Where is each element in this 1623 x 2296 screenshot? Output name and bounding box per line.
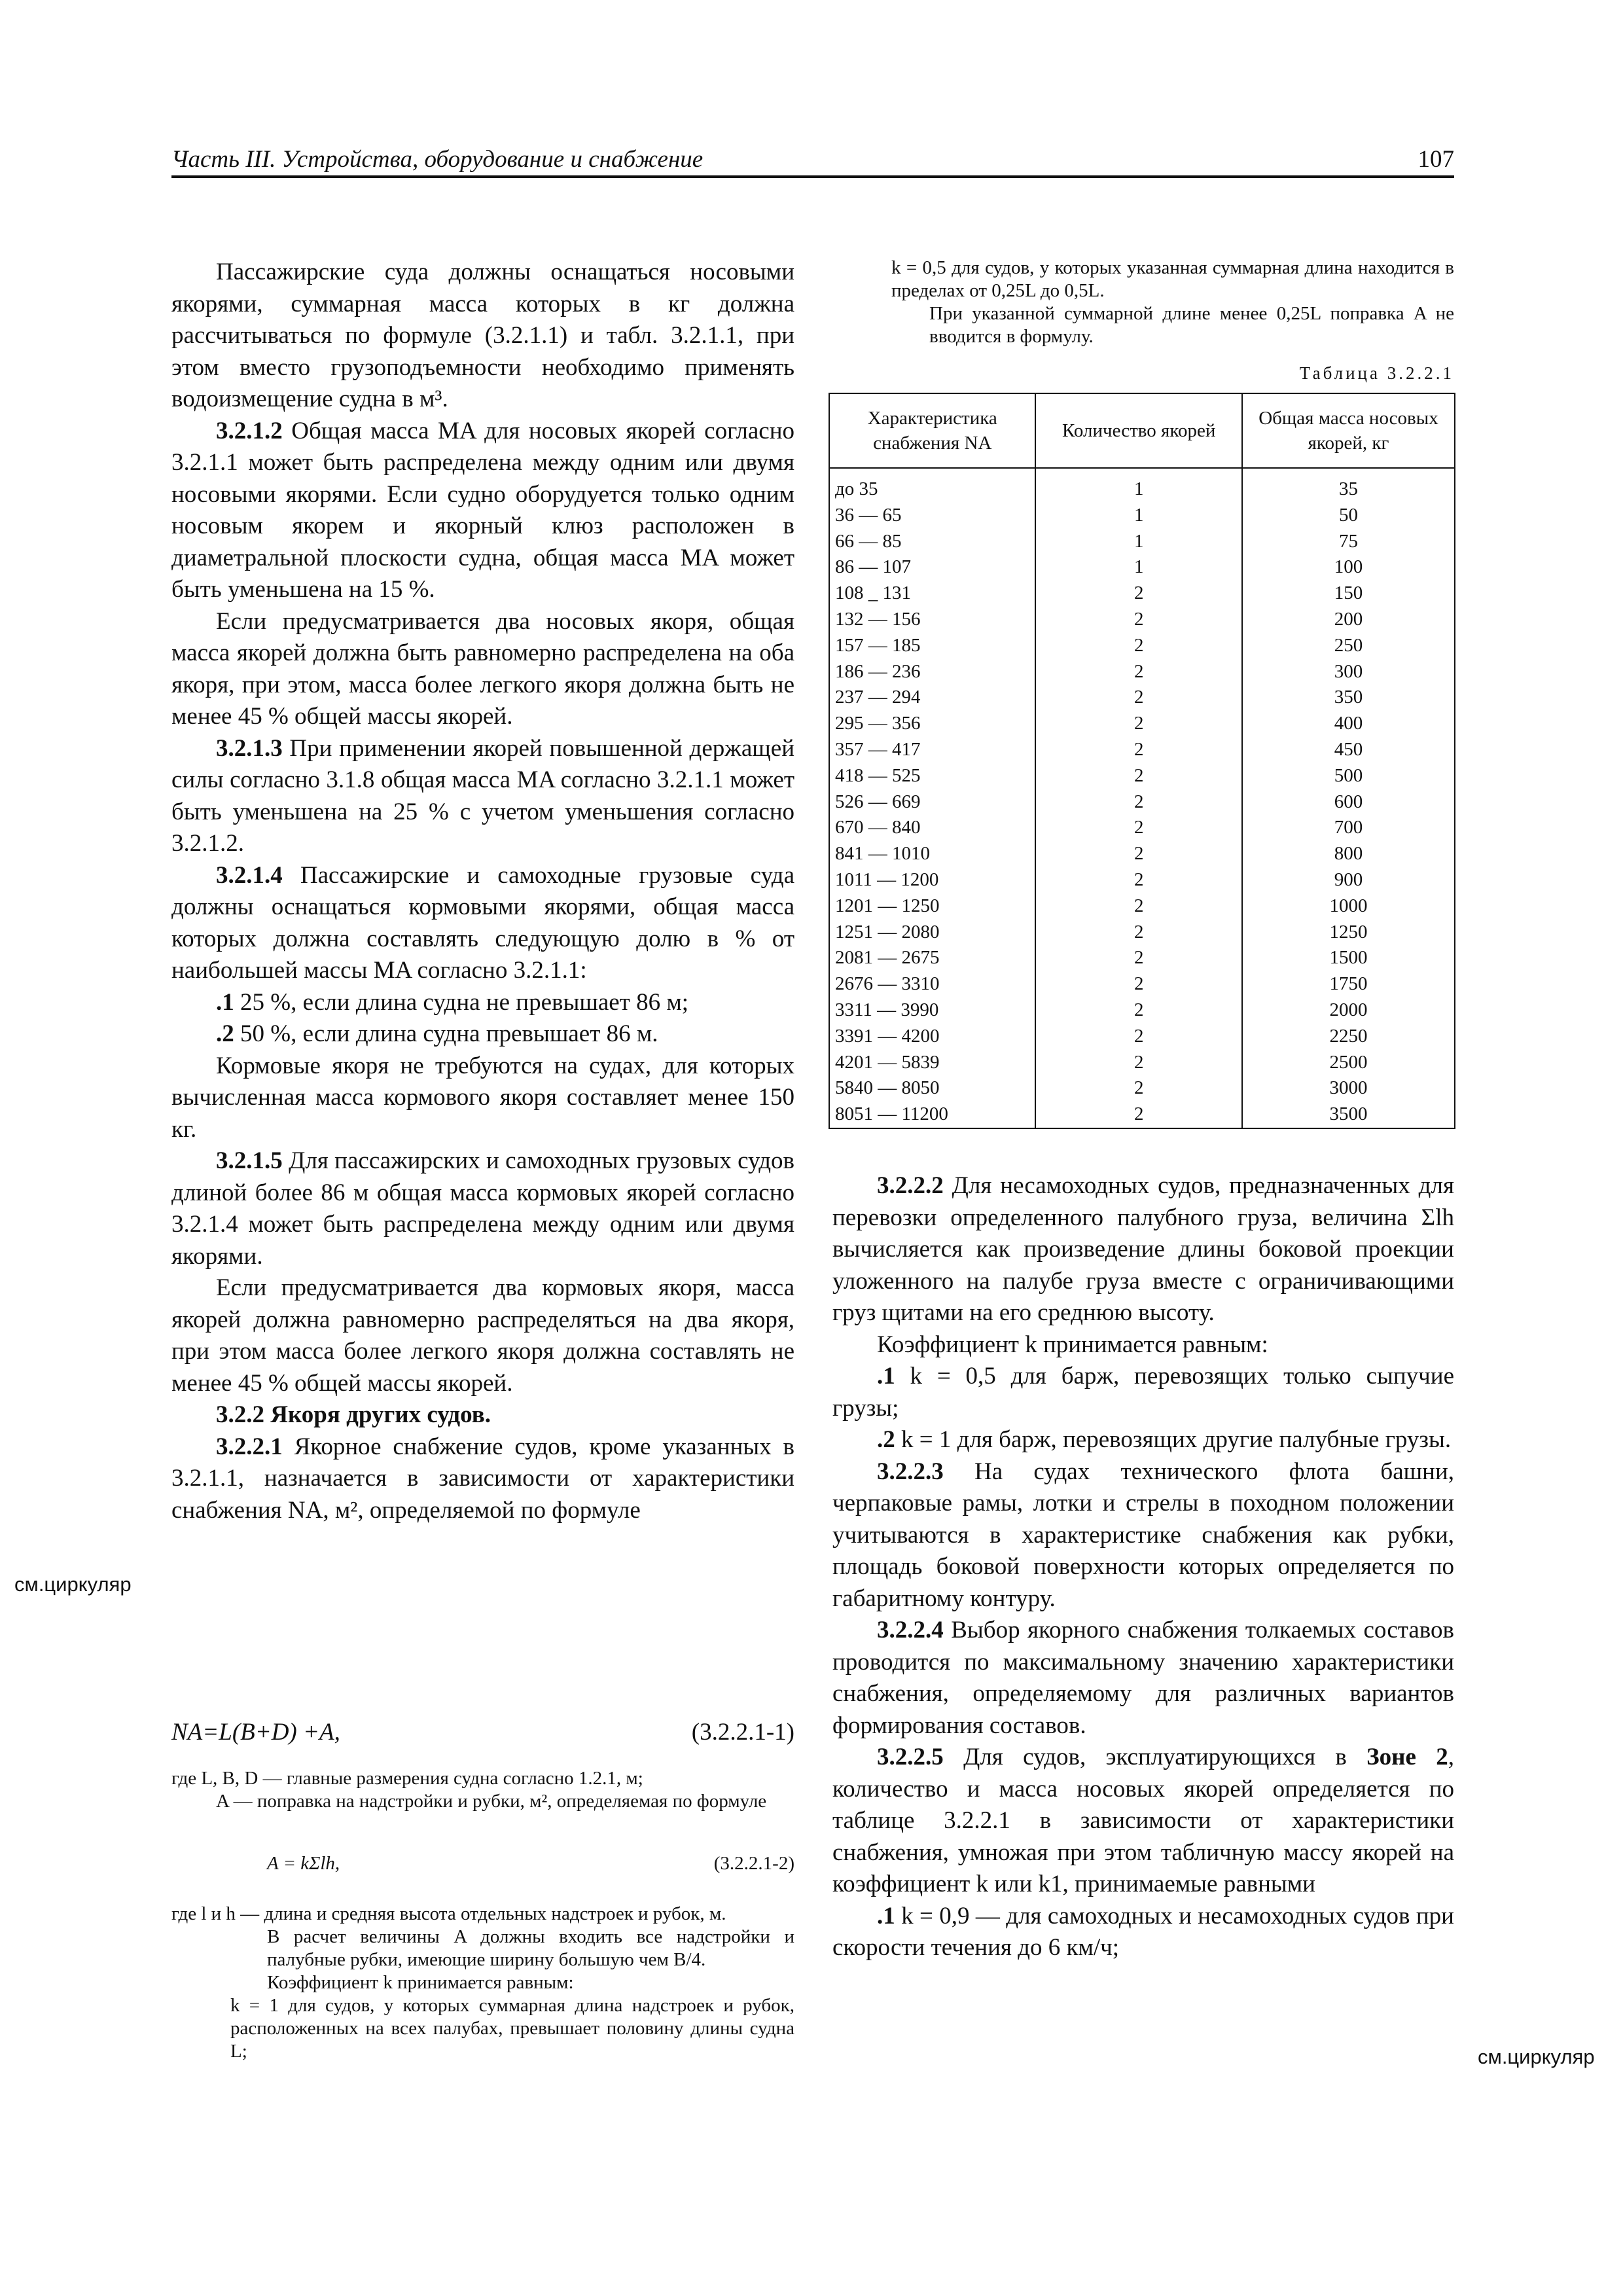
table-cell: 2250	[1242, 1024, 1455, 1050]
formula-3-2-2-1-2: A = kΣlh, (3.2.2.1-2)	[267, 1853, 794, 1874]
table-cell: 2	[1035, 893, 1241, 920]
table-cell: 2	[1035, 1024, 1241, 1050]
table-cell: 2	[1035, 685, 1241, 711]
paragraph: Кормовые якоря не требуются на судах, для которых вычисленная масса кормового якоря составляет менее 150 кг.	[171, 1052, 794, 1143]
table-row	[829, 893, 1455, 920]
table-cell: 500	[1242, 763, 1455, 789]
table-row	[829, 633, 1455, 659]
table-cell: 3311 — 3990	[829, 997, 1035, 1024]
table-row	[829, 737, 1455, 763]
table-cell: 2081 — 2675	[829, 945, 1035, 971]
right-column	[832, 1170, 1454, 1964]
page-number: 107	[1418, 146, 1454, 173]
section-heading-3-2-2: 3.2.2 Якоря других судов.	[216, 1401, 491, 1428]
formula-3-2-2-1-1: NA=L(B+D) +A, (3.2.2.1-1)	[171, 1719, 794, 1746]
paragraph: Пассажирские суда должны оснащаться носовыми якорями, суммарная масса которых в кг должна рассчитываться по формуле (3.2.1.1) и табл. 3.2.1.1, при этом вместо грузоподъемности необходимо применять водоизмещение судна в м³.	[171, 259, 794, 412]
table-cell: 2	[1035, 945, 1241, 971]
note: При указанной суммарной длине менее 0,25L поправка A не вводится в формулу.	[929, 303, 1454, 347]
table-cell: 1	[1035, 554, 1241, 581]
anchor-table	[829, 393, 1455, 1129]
table-cell: 2000	[1242, 997, 1455, 1024]
table-cell: 8051 — 11200	[829, 1102, 1035, 1128]
table-cell: 841 — 1010	[829, 841, 1035, 867]
running-header	[171, 145, 1454, 174]
table-cell: 186 — 236	[829, 659, 1035, 685]
table-row	[829, 763, 1455, 789]
table-cell: 350	[1242, 685, 1455, 711]
table-cell: 2	[1035, 1075, 1241, 1102]
table-cell: 200	[1242, 607, 1455, 633]
list-item: .2 k = 1 для барж, перевозящих другие палубные грузы.	[877, 1426, 1452, 1453]
table-cell: 108 _ 131	[829, 581, 1035, 607]
table-cell: 5840 — 8050	[829, 1075, 1035, 1102]
table-cell: 2676 — 3310	[829, 971, 1035, 997]
table-cell: 2	[1035, 659, 1241, 685]
note: Коэффициент k принимается равным:	[267, 1972, 574, 1993]
table-cell: 2	[1035, 997, 1241, 1024]
table-cell: 2	[1035, 763, 1241, 789]
table-cell: 2	[1035, 971, 1241, 997]
table-cell: 418 — 525	[829, 763, 1035, 789]
table-cell: 66 — 85	[829, 529, 1035, 555]
table-cell: 2	[1035, 633, 1241, 659]
table-row	[829, 920, 1455, 946]
note: где L, B, D — главные размерения судна согласно 1.2.1, м;	[171, 1768, 643, 1789]
table-cell: 670 — 840	[829, 815, 1035, 841]
table-header: Характеристика снабжения NA	[829, 393, 1035, 468]
table-header: Количество якорей	[1035, 393, 1241, 468]
table-cell: 2500	[1242, 1050, 1455, 1076]
table-cell: 4201 — 5839	[829, 1050, 1035, 1076]
table-row	[829, 1024, 1455, 1050]
table-cell: 2	[1035, 737, 1241, 763]
table-cell: 3391 — 4200	[829, 1024, 1035, 1050]
header-title: Часть III. Устройства, оборудование и снабжение	[171, 146, 704, 173]
table-header: Общая масса носовых якорей, кг	[1242, 393, 1455, 468]
table-cell: 450	[1242, 737, 1455, 763]
table-cell: 2	[1035, 711, 1241, 737]
table-cell: 86 — 107	[829, 554, 1035, 581]
table-row	[829, 581, 1455, 607]
table-row	[829, 945, 1455, 971]
table-cell: 800	[1242, 841, 1455, 867]
table-row	[829, 971, 1455, 997]
table-row	[829, 607, 1455, 633]
table-cell: 1201 — 1250	[829, 893, 1035, 920]
table-cell: 2	[1035, 841, 1241, 867]
table-cell: 157 — 185	[829, 633, 1035, 659]
table-cell: до 35	[829, 468, 1035, 503]
paragraph: Коэффициент k принимается равным:	[877, 1331, 1268, 1358]
table-cell: 2	[1035, 1050, 1241, 1076]
table-cell: 2	[1035, 867, 1241, 893]
table-row	[829, 815, 1455, 841]
table-row	[829, 1075, 1455, 1102]
table-row	[829, 468, 1455, 503]
table-row	[829, 711, 1455, 737]
table-caption: Таблица 3.2.2.1	[1299, 363, 1454, 383]
table-row	[829, 997, 1455, 1024]
table-cell: 400	[1242, 711, 1455, 737]
table-cell: 3000	[1242, 1075, 1455, 1102]
paragraph: Если предусматривается два кормовых якоря, масса якорей должна равномерно распределяться на два якоря, при этом масса более легкого якоря должна составлять не менее 45 % общей массы якорей.	[171, 1274, 794, 1397]
paragraph: Если предусматривается два носовых якоря, общая масса якорей должна быть равномерно распределена на оба якоря, при этом, масса более легкого якоря должна быть не менее 45 % общей массы якорей.	[171, 607, 794, 730]
list-item: .1 k = 0,9 — для самоходных и несамоходных судов при скорости течения до 6 км/ч;	[832, 1902, 1454, 1961]
table-cell: 100	[1242, 554, 1455, 581]
table-cell: 2	[1035, 920, 1241, 946]
table-cell: 150	[1242, 581, 1455, 607]
paragraph-3-2-1-2: 3.2.1.2 Общая масса MA для носовых якорей согласно 3.2.1.1 может быть распределена между одним или двумя носовыми якорями. Если судно оборудуется только одним носовым якорем и якорный клюз расположен в диаметральной плоскости судна, общая масса MA может быть уменьшена на 15 %.	[171, 417, 794, 603]
table-row	[829, 529, 1455, 555]
paragraph-3-2-2-3: 3.2.2.3 На судах технического флота башни, черпаковые рамы, лотки и стрелы в походном положении учитываются в характеристике снабжения как рубки, площадь боковой поверхности которых определяется по габаритному контуру.	[832, 1458, 1454, 1612]
left-column	[171, 257, 794, 1526]
table-cell: 132 — 156	[829, 607, 1035, 633]
table-cell: 36 — 65	[829, 503, 1035, 529]
table-row	[829, 1102, 1455, 1128]
note: где l и h — длина и средняя высота отдельных надстроек и рубок, м.	[171, 1903, 726, 1924]
note: В расчет величины A должны входить все надстройки и палубные рубки, имеющие ширину большую чем B/4.	[267, 1926, 794, 1970]
list-item: .2 50 %, если длина судна превышает 86 м.	[216, 1020, 658, 1047]
paragraph-3-2-1-3: 3.2.1.3 При применении якорей повышенной держащей силы согласно 3.1.8 общая масса MA согласно 3.2.1.1 может быть уменьшена на 25 % с учетом уменьшения согласно 3.2.1.2.	[171, 734, 794, 857]
table-cell: 250	[1242, 633, 1455, 659]
table-cell: 357 — 417	[829, 737, 1035, 763]
table-cell: 1250	[1242, 920, 1455, 946]
table-cell: 237 — 294	[829, 685, 1035, 711]
table-cell: 1011 — 1200	[829, 867, 1035, 893]
margin-note-right[interactable]: см.циркуляр	[1478, 2045, 1595, 2068]
table-cell: 526 — 669	[829, 789, 1035, 816]
paragraph-3-2-2-1: 3.2.2.1 Якорное снабжение судов, кроме указанных в 3.2.1.1, назначается в зависимости от характеристики снабжения NA, м², определяемой по формуле	[171, 1433, 794, 1524]
table-cell: 1750	[1242, 971, 1455, 997]
table-cell: 295 — 356	[829, 711, 1035, 737]
paragraph-3-2-2-5: 3.2.2.5 Для судов, эксплуатирующихся в Зоне 2, количество и масса носовых якорей определяется по таблице 3.2.2.1 в зависимости от характеристики снабжения, умножая при этом табличную массу якорей на коэффициент k или k1, принимаемые равными	[832, 1744, 1454, 1897]
table-row	[829, 841, 1455, 867]
note: A — поправка на надстройки и рубки, м², определяемая по формуле	[216, 1791, 767, 1812]
table-cell: 1	[1035, 529, 1241, 555]
paragraph-3-2-2-2: 3.2.2.2 Для несамоходных судов, предназначенных для перевозки определенного палубного груза, величина Σlh вычисляется как произведение длины боковой проекции уложенного на палубе груза вместе с ограничивающими груз щитами на его среднюю высоту.	[832, 1172, 1454, 1326]
table-cell: 2	[1035, 815, 1241, 841]
table-row	[829, 789, 1455, 816]
table-cell: 1000	[1242, 893, 1455, 920]
table-cell: 2	[1035, 581, 1241, 607]
formula-explanation	[171, 1767, 794, 1813]
table-row	[829, 659, 1455, 685]
table-cell: 900	[1242, 867, 1455, 893]
table-cell: 2	[1035, 607, 1241, 633]
table-row	[829, 867, 1455, 893]
list-item: .1 25 %, если длина судна не превышает 86 м;	[216, 988, 689, 1016]
table-cell: 3500	[1242, 1102, 1455, 1128]
note: k = 0,5 для судов, у которых указанная суммарная длина находится в пределах от 0,25L до 0,5L.	[891, 257, 1454, 301]
table-cell: 50	[1242, 503, 1455, 529]
table-cell: 2	[1035, 789, 1241, 816]
table-cell: 1251 — 2080	[829, 920, 1035, 946]
header-rule	[171, 175, 1454, 178]
right-top-notes	[832, 257, 1454, 348]
table-row	[829, 503, 1455, 529]
table-cell: 600	[1242, 789, 1455, 816]
note: k = 1 для судов, у которых суммарная длина надстроек и рубок, расположенных на всех палубах, превышает половину длины судна L;	[230, 1995, 794, 2062]
table-cell: 2	[1035, 1102, 1241, 1128]
paragraph-3-2-2-4: 3.2.2.4 Выбор якорного снабжения толкаемых составов проводится по максимальному значению характеристики снабжения, определяемому для различных вариантов формирования составов.	[832, 1617, 1454, 1739]
table-cell: 35	[1242, 468, 1455, 503]
paragraph-3-2-1-5: 3.2.1.5 Для пассажирских и самоходных грузовых судов длиной более 86 м общая масса кормовых якорей согласно 3.2.1.4 может быть распределена между одним или двумя якорями.	[171, 1147, 794, 1270]
margin-note-left[interactable]: см.циркуляр	[14, 1573, 132, 1596]
table-cell: 1500	[1242, 945, 1455, 971]
paragraph-3-2-1-4: 3.2.1.4 Пассажирские и самоходные грузовые суда должны оснащаться кормовыми якорями, общая масса которых должна составлять следующую долю в % от наибольшей массы MA согласно 3.2.1.1:	[171, 861, 794, 984]
table-row	[829, 554, 1455, 581]
table-cell: 1	[1035, 503, 1241, 529]
table-cell: 300	[1242, 659, 1455, 685]
table-row	[829, 1050, 1455, 1076]
table-row	[829, 685, 1455, 711]
formula-notes	[171, 1903, 794, 2063]
list-item: .1 k = 0,5 для барж, перевозящих только сыпучие грузы;	[832, 1363, 1454, 1422]
table-body	[829, 468, 1455, 1128]
table-cell: 75	[1242, 529, 1455, 555]
table-cell: 700	[1242, 815, 1455, 841]
table-cell: 1	[1035, 468, 1241, 503]
